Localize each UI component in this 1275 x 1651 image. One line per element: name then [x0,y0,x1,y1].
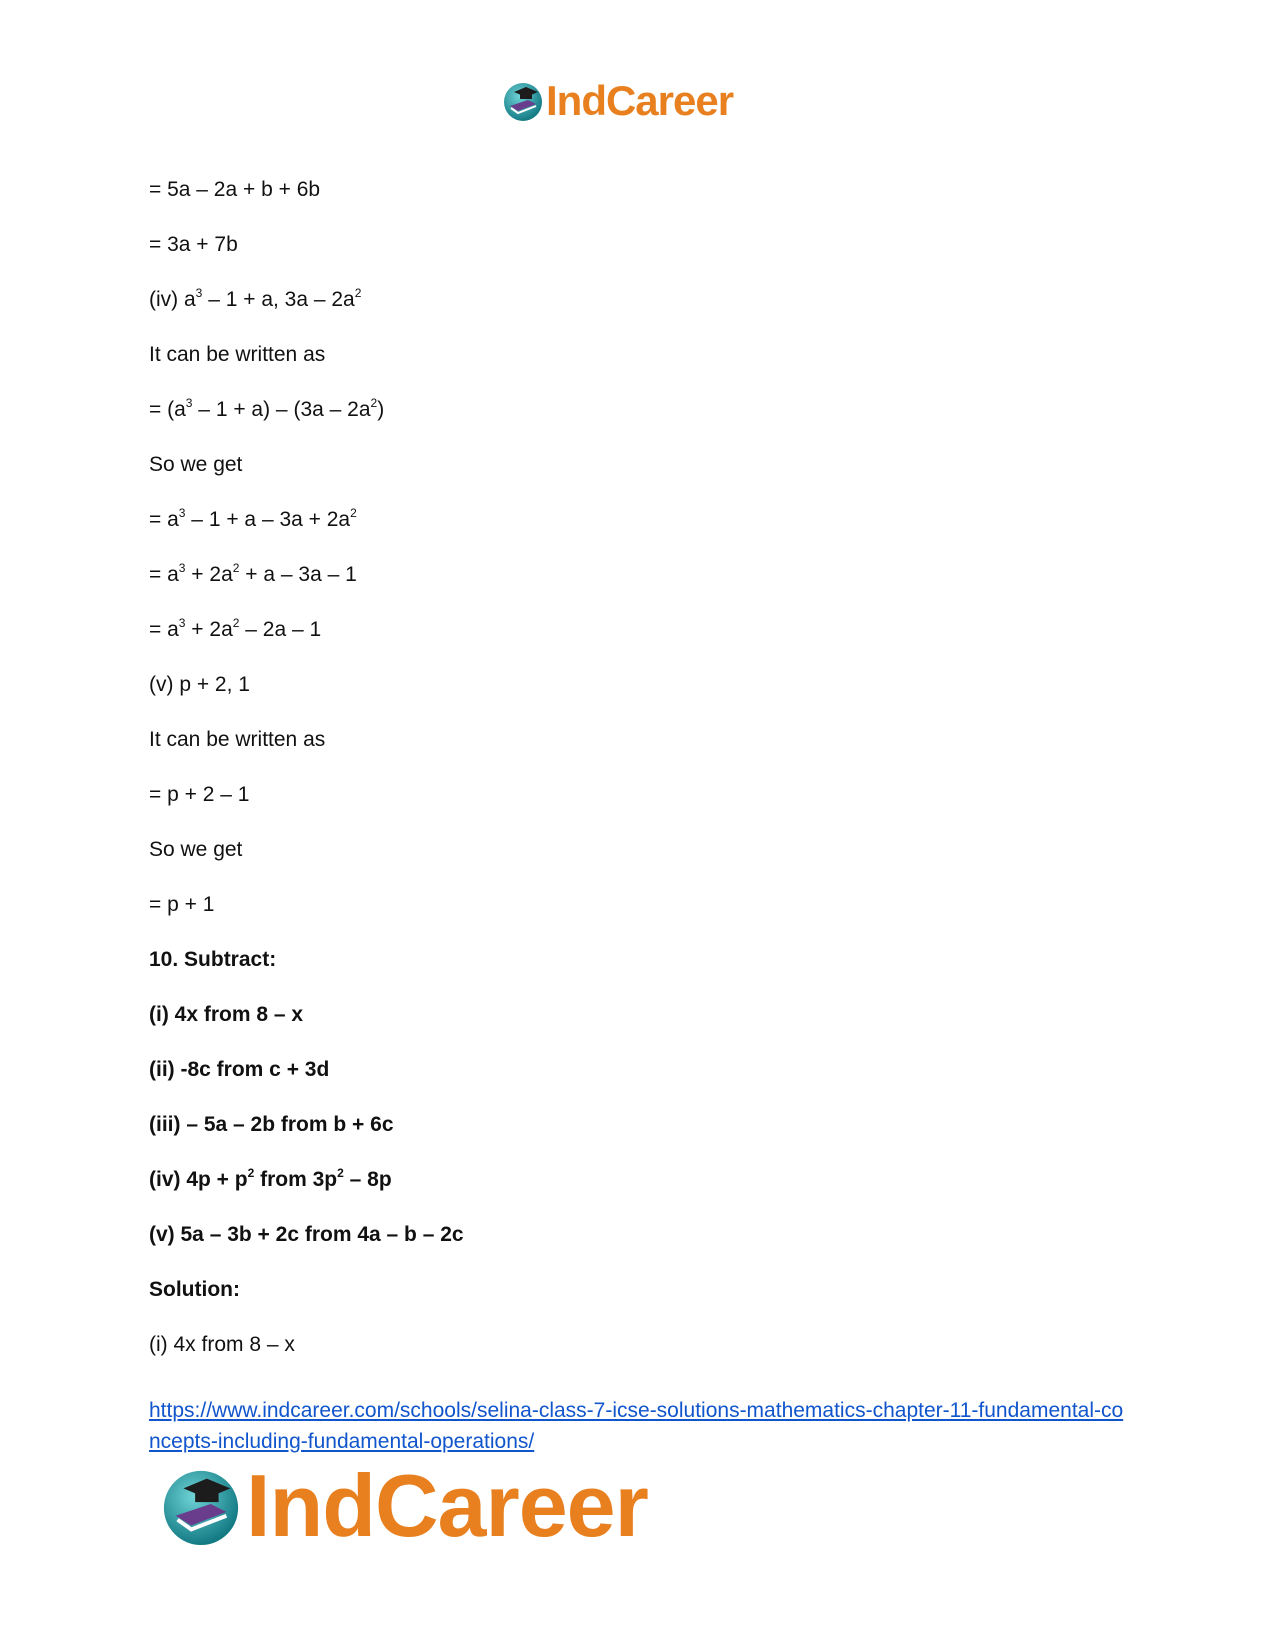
question-item: (iii) – 5a – 2b from b + 6c [149,1113,394,1136]
text-span: ) [377,398,385,421]
text-line [149,392,1129,447]
text-span: + a – 3a – 1 [239,563,357,586]
superscript: 2 [350,506,357,520]
text-span: – 1 + a) – (3a – 2a [192,398,371,421]
superscript: 3 [178,561,186,575]
text-line: = 5a – 2a + b + 6b [149,178,321,201]
text-line [149,612,1129,667]
text-span: – 8p [343,1168,392,1191]
question-item: (i) 4x from 8 – x [149,1003,304,1026]
superscript: 3 [185,396,193,410]
footer-logo [160,1456,648,1555]
text-line: = p + 2 – 1 [149,783,250,806]
text-line: (i) 4x from 8 – x [149,1333,295,1356]
superscript: 2 [354,286,362,300]
superscript: 2 [337,1166,344,1180]
superscript: 2 [232,616,240,630]
text-span: (iv) a [149,288,196,311]
question-heading: 10. Subtract: [149,948,277,971]
text-line: It can be written as [149,728,326,751]
question-item: (ii) -8c from c + 3d [149,1058,330,1081]
text-line: It can be written as [149,343,326,366]
superscript: 2 [232,561,240,575]
text-line: = p + 1 [149,893,215,916]
text-line [149,557,1129,612]
superscript: 3 [178,616,186,630]
text-span: – 2a – 1 [239,618,322,641]
solution-heading: Solution: [149,1278,240,1301]
text-line: (v) p + 2, 1 [149,673,250,696]
text-line: So we get [149,838,243,861]
text-line [149,502,1129,557]
text-line: So we get [149,453,243,476]
question-item: (v) 5a – 3b + 2c from 4a – b – 2c [149,1223,464,1246]
superscript: 2 [370,396,378,410]
question-item [149,1162,1129,1217]
header-logo-text: IndCareer [546,77,734,124]
header-logo [502,77,734,124]
text-line [149,282,1129,337]
graduation-cap-book-icon [502,80,544,122]
text-span: (iv) 4p + p [149,1168,248,1191]
footer-logo-text: IndCareer [246,1456,648,1555]
text-span: + 2a [185,563,233,586]
text-span: = (a [149,398,186,421]
text-span: + 2a [185,618,233,641]
graduation-cap-book-icon [160,1465,242,1547]
text-span: = a [149,563,179,586]
text-span: – 1 + a, 3a – 2a [202,288,355,311]
text-span: – 1 + a – 3a + 2a [185,508,351,531]
superscript: 3 [178,506,186,520]
superscript: 3 [195,286,203,300]
superscript: 2 [247,1166,255,1180]
text-span: = a [149,618,179,641]
source-link[interactable]: https://www.indcareer.com/schools/selina-class-7-icse-solutions-mathematics-chapter-11-fundamental-concepts-including-fundamental-operations/ [149,1399,1124,1453]
text-span: = a [149,508,179,531]
text-span: from 3p [254,1168,338,1191]
document-body [149,172,1129,1382]
text-line: = 3a + 7b [149,233,238,256]
